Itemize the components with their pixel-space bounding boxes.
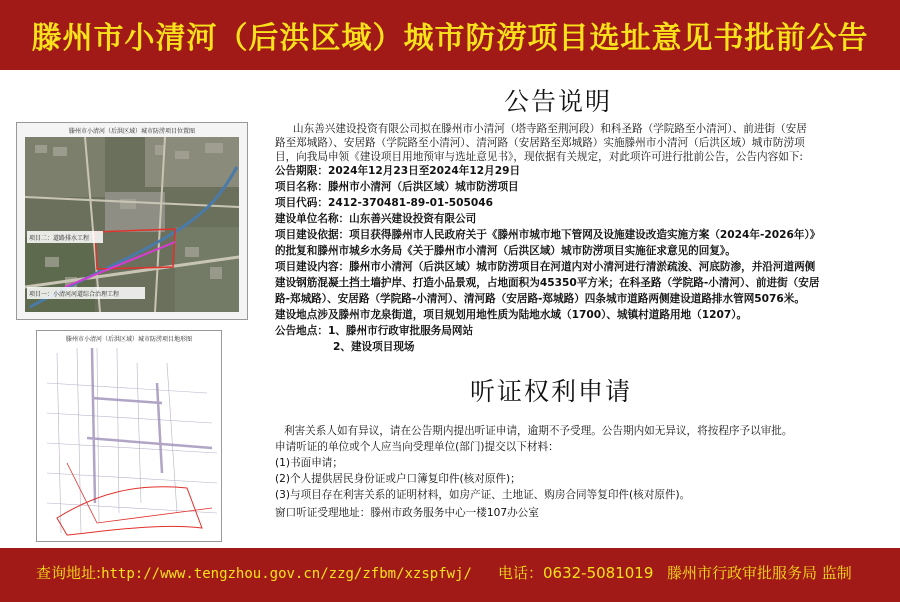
hearing-heading: 听证权利申请 — [470, 377, 633, 406]
notice-builder: 建设单位名称：山东善兴建设投资有限公司 — [275, 213, 477, 225]
notice-heading: 公告说明 — [504, 87, 613, 116]
notice-basis-2: 的批复和滕州市城乡水务局《关于滕州市小清河（后洪区域）城市防涝项目实施征求意见的回复》。 — [275, 245, 736, 257]
notice-project-name: 项目名称：滕州市小清河（后洪区域）城市防涝项目 — [275, 181, 519, 193]
footer-banner — [0, 548, 900, 602]
hearing-item-2: (2)个人提供居民身份证或户口簿复印件(核对原件)； — [275, 473, 521, 485]
map-label-drainage: 项目二：道路排水工程 — [29, 235, 90, 242]
query-url-link[interactable]: http://www.tengzhou.gov.cn/zzg/zfbm/xzspfwj/ — [101, 566, 472, 582]
notice-line-1: 山东善兴建设投资有限公司拟在滕州市小清河（塔寺路至荆河段）和科圣路（学院路至小清河）、前进街（安居 — [293, 123, 807, 135]
hearing-item-3: (3)与项目存在利害关系的证明材料，如房产证、土地证、购房合同等复印件(核对原件)。 — [275, 489, 691, 501]
notice-period: 公告期限：2024年12月23日至2024年12月29日 — [275, 165, 521, 177]
notice-content-2: 建设钢筋混凝土挡土墙护岸、打造小品景观，占地面积为45350平方米；在科圣路（学院路-小清河）、前进街（安居 — [275, 277, 820, 289]
hearing-item-1: (1)书面申请； — [275, 457, 343, 469]
notice-line-3: 目，向我局申领《建设项目用地预审与选址意见书》，现依据有关规定，对此项许可进行批前公告，公告内容如下: — [275, 151, 803, 163]
topographic-graphic — [37, 343, 221, 539]
phone-number: 电话：0632-5081019 — [498, 564, 654, 582]
map-label-river: 项目一：小清河河道综合治理工程 — [29, 291, 120, 298]
query-label: 查询地址: — [36, 564, 102, 582]
topographic-map-caption: 滕州市小清河（后洪区域）城市防涝项目地形图 — [65, 336, 192, 343]
topographic-map — [36, 330, 222, 542]
location-map-caption: 滕州市小清河（后洪区域）城市防涝项目位置图 — [68, 128, 195, 135]
hearing-line-2: 申请听证的单位或个人应当向受理单位(部门)提交以下材料： — [275, 441, 559, 453]
location-map — [16, 122, 248, 320]
notice-content-3: 路-郑城路）、安居路（学院路-小清河）、清河路（安居路-郑城路）四条城市道路两侧建设道路排水管网5076米。 — [275, 293, 805, 305]
page-title: 滕州市小清河（后洪区域）城市防涝项目选址意见书批前公告 — [31, 21, 869, 56]
header-banner — [0, 0, 900, 70]
hearing-address: 窗口听证受理地址：滕州市政务服务中心一楼107办公室 — [275, 507, 539, 519]
notice-project-code: 项目代码：2412-370481-89-01-505046 — [275, 197, 493, 209]
aerial-image — [25, 137, 239, 312]
notice-line-2: 路至郑城路）、安居路（学院路至小清河）、清河路（安居路至郑城路）实施滕州市小清河（后洪区域）城市防涝项 — [275, 137, 805, 149]
notice-content-1: 项目建设内容：滕州市小清河（后洪区域）城市防涝项目在河道内对小清河进行清淤疏浚、河底防渗，并沿河道两侧 — [275, 261, 816, 273]
notice-location: 建设地点涉及滕州市龙泉街道，项目规划用地性质为陆地水域（1700）、城镇村道路用地（1207）。 — [275, 309, 748, 321]
notice-place-1: 公告地点：1、滕州市行政审批服务局网站 — [275, 325, 474, 337]
supervisor-credit: 滕州市行政审批服务局 监制 — [667, 564, 852, 582]
query-address — [36, 562, 472, 583]
notice-basis-1: 项目建设依据：项目获得滕州市人民政府关于《滕州市城市地下管网及设施建设改造实施方案（2024年-2026年）》 — [275, 229, 821, 241]
notice-place-2: 2、建设项目现场 — [333, 341, 415, 353]
hearing-line-1: 利害关系人如有异议，请在公告期内提出听证申请，逾期不予受理。公告期内如无异议，将按程序予以审批。 — [284, 425, 793, 437]
aerial-graphic — [25, 137, 239, 312]
